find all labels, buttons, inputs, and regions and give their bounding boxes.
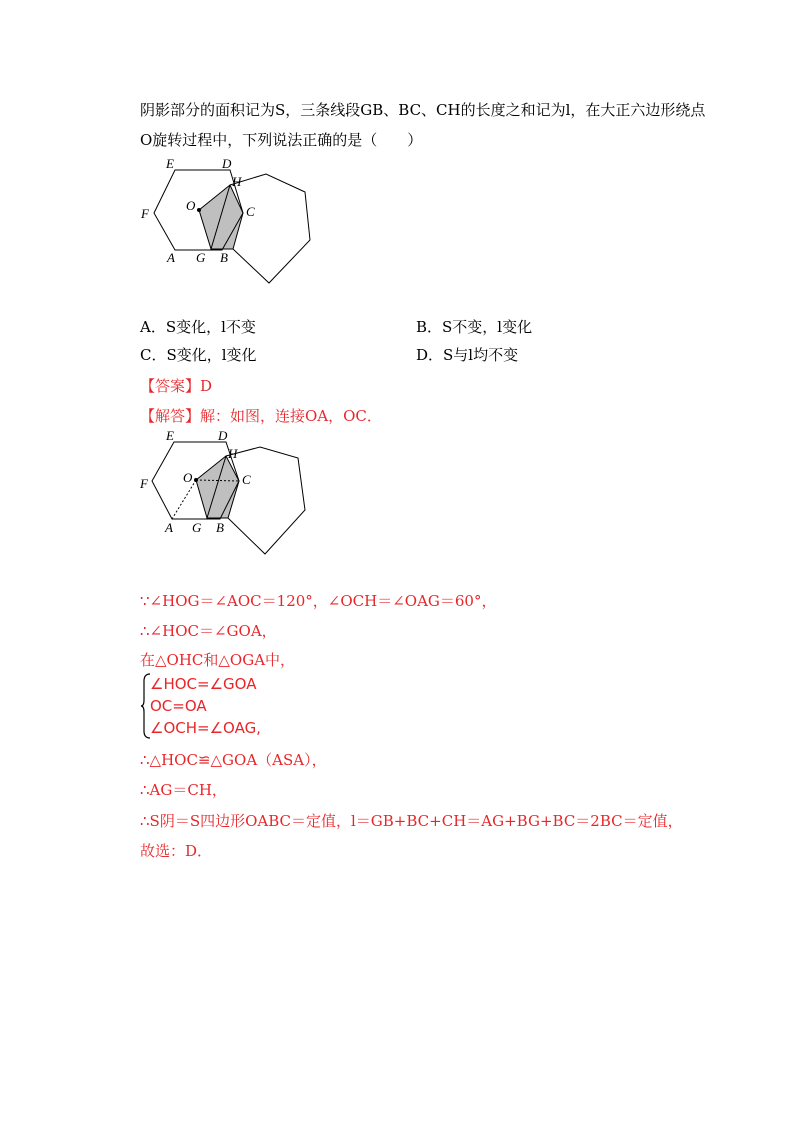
option-c: C．S变化，l变化: [140, 346, 257, 364]
figure-hexagons-1: [138, 158, 338, 288]
system-line-1: ∠HOC=∠GOA: [150, 675, 257, 693]
segment-oa: [172, 480, 196, 519]
option-d: D．S与l均不变: [416, 346, 519, 364]
label-o: O: [186, 198, 196, 213]
option-a: A．S变化，l不变: [140, 318, 256, 336]
label-b-2: B: [216, 520, 224, 535]
solution-intro: 【解答】解：如图，连接OA，OC．: [140, 407, 382, 425]
question-line-1: 阴影部分的面积记为S，三条线段GB、BC、CH的长度之和记为l，在大正六边形绕点: [140, 101, 706, 119]
step-4: ∴△HOC≌△GOA（ASA），: [140, 751, 327, 769]
label-h-2: H: [228, 446, 238, 461]
step-7: 故选：D．: [140, 842, 213, 860]
step-3: 在△OHC和△OGA中，: [140, 651, 296, 669]
label-c: C: [246, 204, 255, 219]
label-f-2: F: [140, 476, 148, 491]
point-o: [197, 208, 201, 212]
figure-hexagons-2: [138, 428, 338, 558]
system-line-3: ∠OCH=∠OAG,: [150, 719, 261, 737]
system-line-2: OC=OA: [150, 697, 207, 715]
label-g: G: [196, 250, 206, 265]
label-b: B: [220, 250, 228, 265]
point-o-2: [194, 478, 198, 482]
step-1: ∵∠HOG＝∠AOC＝120°，∠OCH＝∠OAG＝60°，: [140, 592, 497, 610]
label-e: E: [166, 158, 174, 171]
label-c-2: C: [242, 472, 251, 487]
option-b: B．S不变，l变化: [416, 318, 533, 336]
step-5: ∴AG＝CH，: [140, 781, 227, 799]
label-a: A: [167, 250, 175, 265]
label-h: H: [232, 174, 242, 189]
label-f: F: [141, 206, 149, 221]
step-2: ∴∠HOC＝∠GOA，: [140, 622, 277, 640]
label-d: D: [222, 158, 232, 171]
label-a-2: A: [165, 520, 173, 535]
label-d-2: D: [218, 428, 228, 443]
shaded-region-2: [196, 456, 239, 518]
answer: 【答案】D: [140, 377, 213, 395]
question-line-2: O旋转过程中，下列说法正确的是（ ）: [140, 131, 423, 149]
step-6: ∴S阴＝S四边形OABC＝定值，l＝GB+BC+CH＝AG+BG+BC＝2BC＝定值，: [140, 812, 683, 830]
label-o-2: O: [183, 470, 193, 485]
label-g-2: G: [192, 520, 202, 535]
label-e-2: E: [166, 428, 174, 443]
